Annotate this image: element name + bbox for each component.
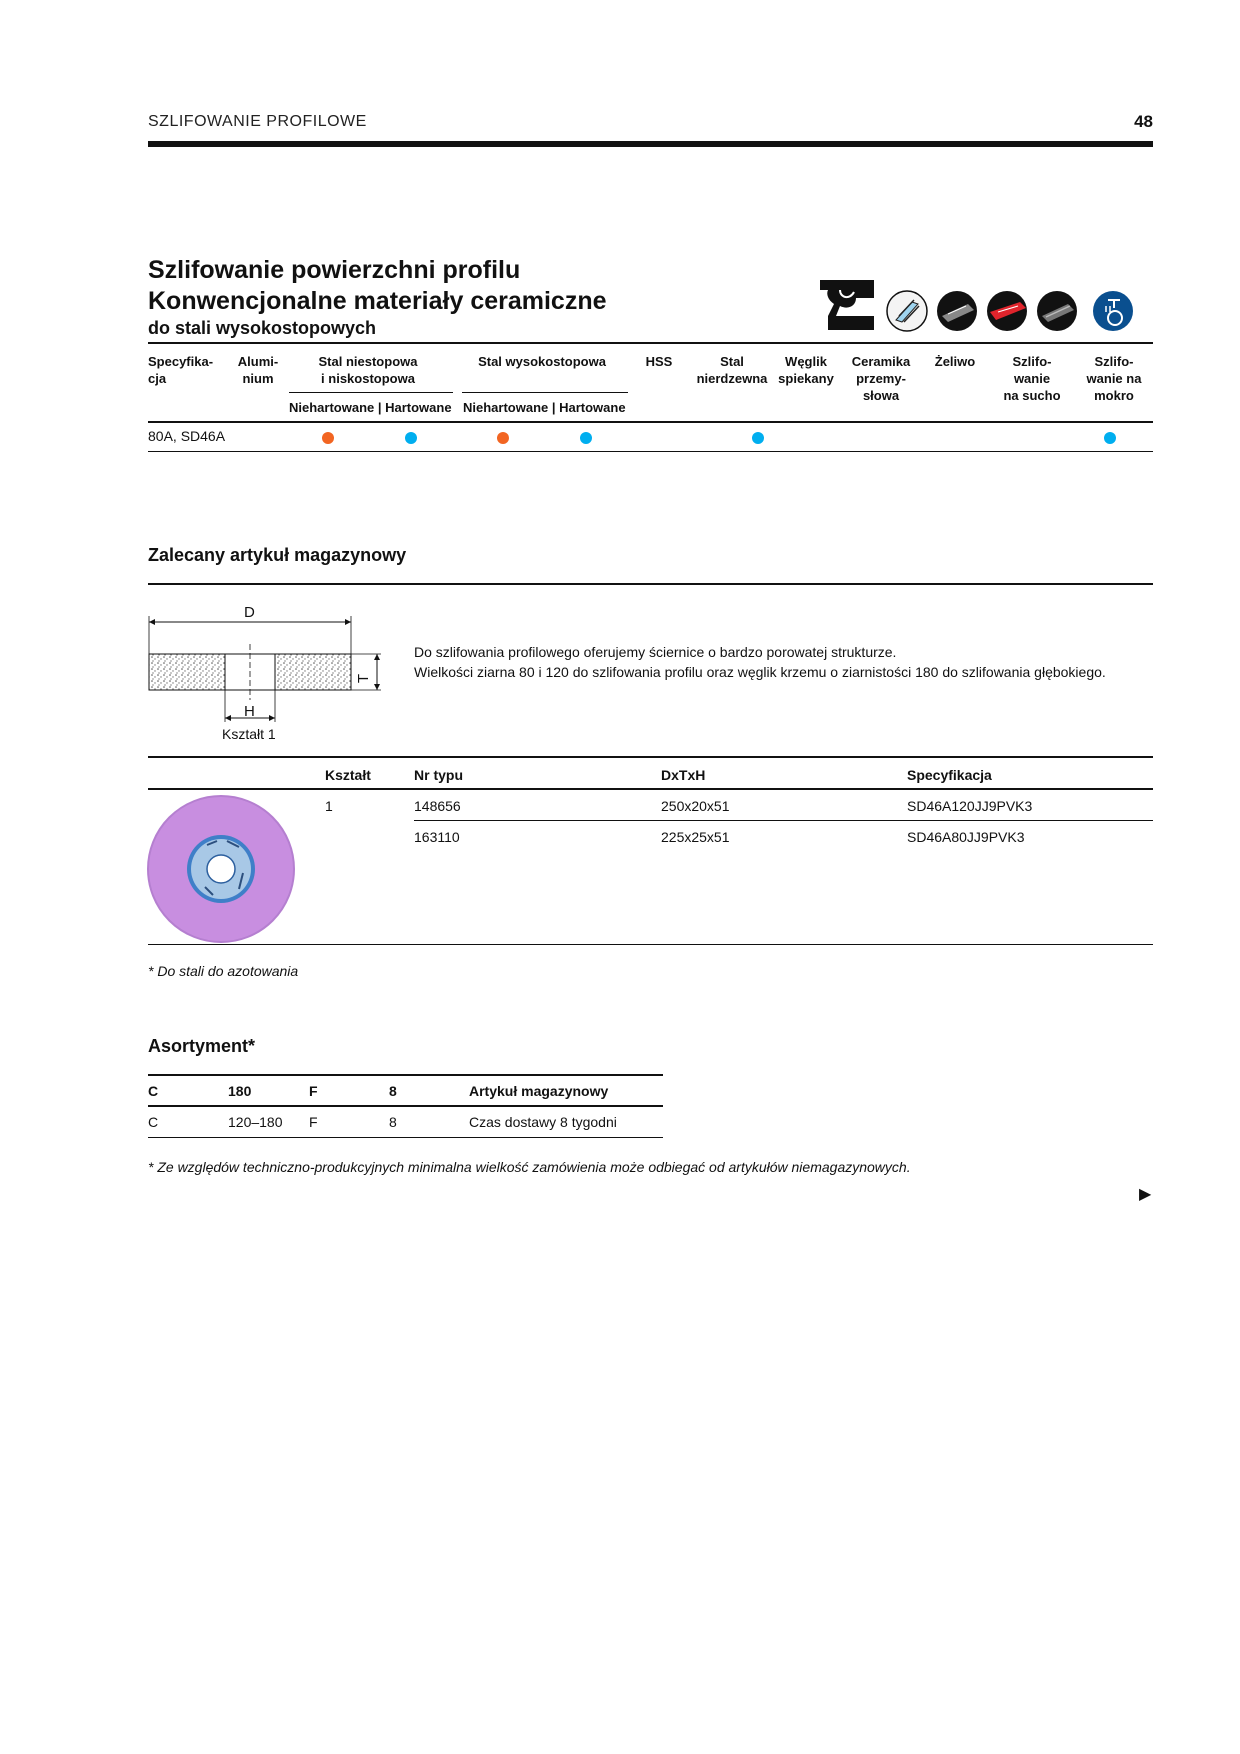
steel-low-subrule (289, 392, 453, 393)
product-row-1-spec: SD46A120JJ9PVK3 (907, 798, 1033, 814)
col-header-spec: Specyfika- cja (148, 354, 214, 386)
dot-inox (752, 432, 764, 444)
assortment-top-rule (148, 1074, 663, 1076)
col-header-steel-low: Stal niestopowa i niskostopowa (318, 354, 418, 386)
product-row-2-dims: 225x25x51 (661, 829, 730, 845)
recommended-rule (148, 583, 1153, 585)
spec-row-label: 80A, SD46A (148, 428, 226, 444)
page-title-line2: Konwencjonalne materiały ceramiczne (148, 287, 607, 315)
product-table-header-rule (148, 788, 1153, 790)
product-col-header-spec: Specyfikacja (907, 767, 992, 783)
grinding-wheel-image (147, 795, 295, 943)
col-header-carbide: Węglik spiekany (778, 354, 834, 386)
product-row-1-type: 148656 (414, 798, 461, 814)
description-line-2: Wielkości ziarna 80 i 120 do szlifowania profilu oraz węglik krzemu o ziarnistości 180 do szlifowania głębokiego. (414, 664, 1106, 680)
section-label: SZLIFOWANIE PROFILOWE (148, 113, 367, 130)
product-row-1-shape: 1 (325, 798, 333, 814)
footnote-nitriding: * Do stali do azotowania (148, 963, 299, 979)
description-line-1: Do szlifowania profilowego oferujemy ściernice o bardzo porowatej strukturze. (414, 644, 897, 660)
diagram-label-t: T (355, 673, 373, 684)
col-header-alu: Alumi- nium (237, 354, 279, 386)
inox-steel-icon (936, 290, 978, 332)
col-header-inox: Stal nierdzewna (696, 354, 768, 386)
steel-high-subrule (462, 392, 628, 393)
assortment-heading: Asortyment* (148, 1036, 256, 1056)
product-table-top-rule (148, 756, 1153, 758)
hss-steel-icon (986, 290, 1028, 332)
footnote-min-order: * Ze względów techniczno-produkcyjnych minimalna wielkość zamówienia może odbiegać od artykułów niemagazynowych. (148, 1159, 911, 1175)
product-row-2-type: 163110 (414, 829, 460, 845)
spec-table-top-rule (148, 342, 1153, 344)
page-title: Szlifowanie powierzchni profilu (148, 256, 521, 284)
assortment-header-c: C (148, 1083, 159, 1099)
steel-beam-icon (886, 290, 928, 332)
assortment-header-rule (148, 1105, 663, 1107)
page-subtitle: do stali wysokostopowych (148, 318, 377, 338)
product-col-header-dims: DxTxH (661, 767, 706, 783)
assortment-cell-f: F (309, 1114, 318, 1130)
col-header-hss: HSS (645, 354, 673, 369)
steel-low-subheader: Niehartowane | Hartowane (289, 400, 452, 415)
col-header-ceramic: Ceramika przemy- słowa (851, 354, 911, 403)
assortment-header-grain: 180 (228, 1083, 252, 1099)
application-icons (818, 276, 1155, 336)
assortment-cell-c: C (148, 1114, 159, 1130)
header-rule (148, 141, 1153, 147)
next-page-arrow[interactable]: ▶ (1139, 1186, 1152, 1203)
assortment-cell-8: 8 (389, 1114, 397, 1130)
diagram-label-h: H (244, 703, 255, 720)
recommended-description (414, 642, 1106, 682)
dot-steel-low-unhardened (322, 432, 334, 444)
assortment-header-stock: Artykuł magazynowy (469, 1083, 609, 1099)
steel-high-subheader: Niehartowane | Hartowane (463, 400, 626, 415)
dot-steel-low-hardened (405, 432, 417, 444)
recommended-heading: Zalecany artykuł magazynowy (148, 545, 407, 565)
spec-table-bottom-rule (148, 451, 1153, 452)
wet-grinding-icon (1092, 290, 1134, 332)
assortment-cell-delivery: Czas dostawy 8 tygodni (469, 1114, 617, 1130)
col-header-cast-iron: Żeliwo (934, 354, 976, 369)
profile-grinding-icon (818, 276, 876, 334)
col-header-wet: Szlifo- wanie na mokro (1086, 354, 1142, 403)
diagram-label-d: D (244, 604, 255, 621)
col-header-dry: Szlifo- wanie na sucho (1003, 354, 1061, 403)
dot-steel-high-unhardened (497, 432, 509, 444)
shape-label: Kształt 1 (222, 726, 276, 742)
carbide-icon (1036, 290, 1078, 332)
product-col-header-type: Nr typu (414, 767, 463, 783)
assortment-bottom-rule (148, 1137, 663, 1138)
assortment-header-8: 8 (389, 1083, 397, 1099)
dot-wet (1104, 432, 1116, 444)
col-header-steel-high: Stal wysokostopowa (478, 354, 606, 369)
assortment-cell-grain: 120–180 (228, 1114, 283, 1130)
product-row-divider (414, 820, 1153, 821)
product-table-bottom-rule (148, 944, 1153, 945)
product-row-1-dims: 250x20x51 (661, 798, 730, 814)
page-number: 48 (1134, 112, 1153, 131)
product-row-2-spec: SD46A80JJ9PVK3 (907, 829, 1025, 845)
assortment-header-f: F (309, 1083, 318, 1099)
product-col-header-shape: Kształt (325, 767, 371, 783)
spec-table-header-rule (148, 421, 1153, 423)
dot-steel-high-hardened (580, 432, 592, 444)
